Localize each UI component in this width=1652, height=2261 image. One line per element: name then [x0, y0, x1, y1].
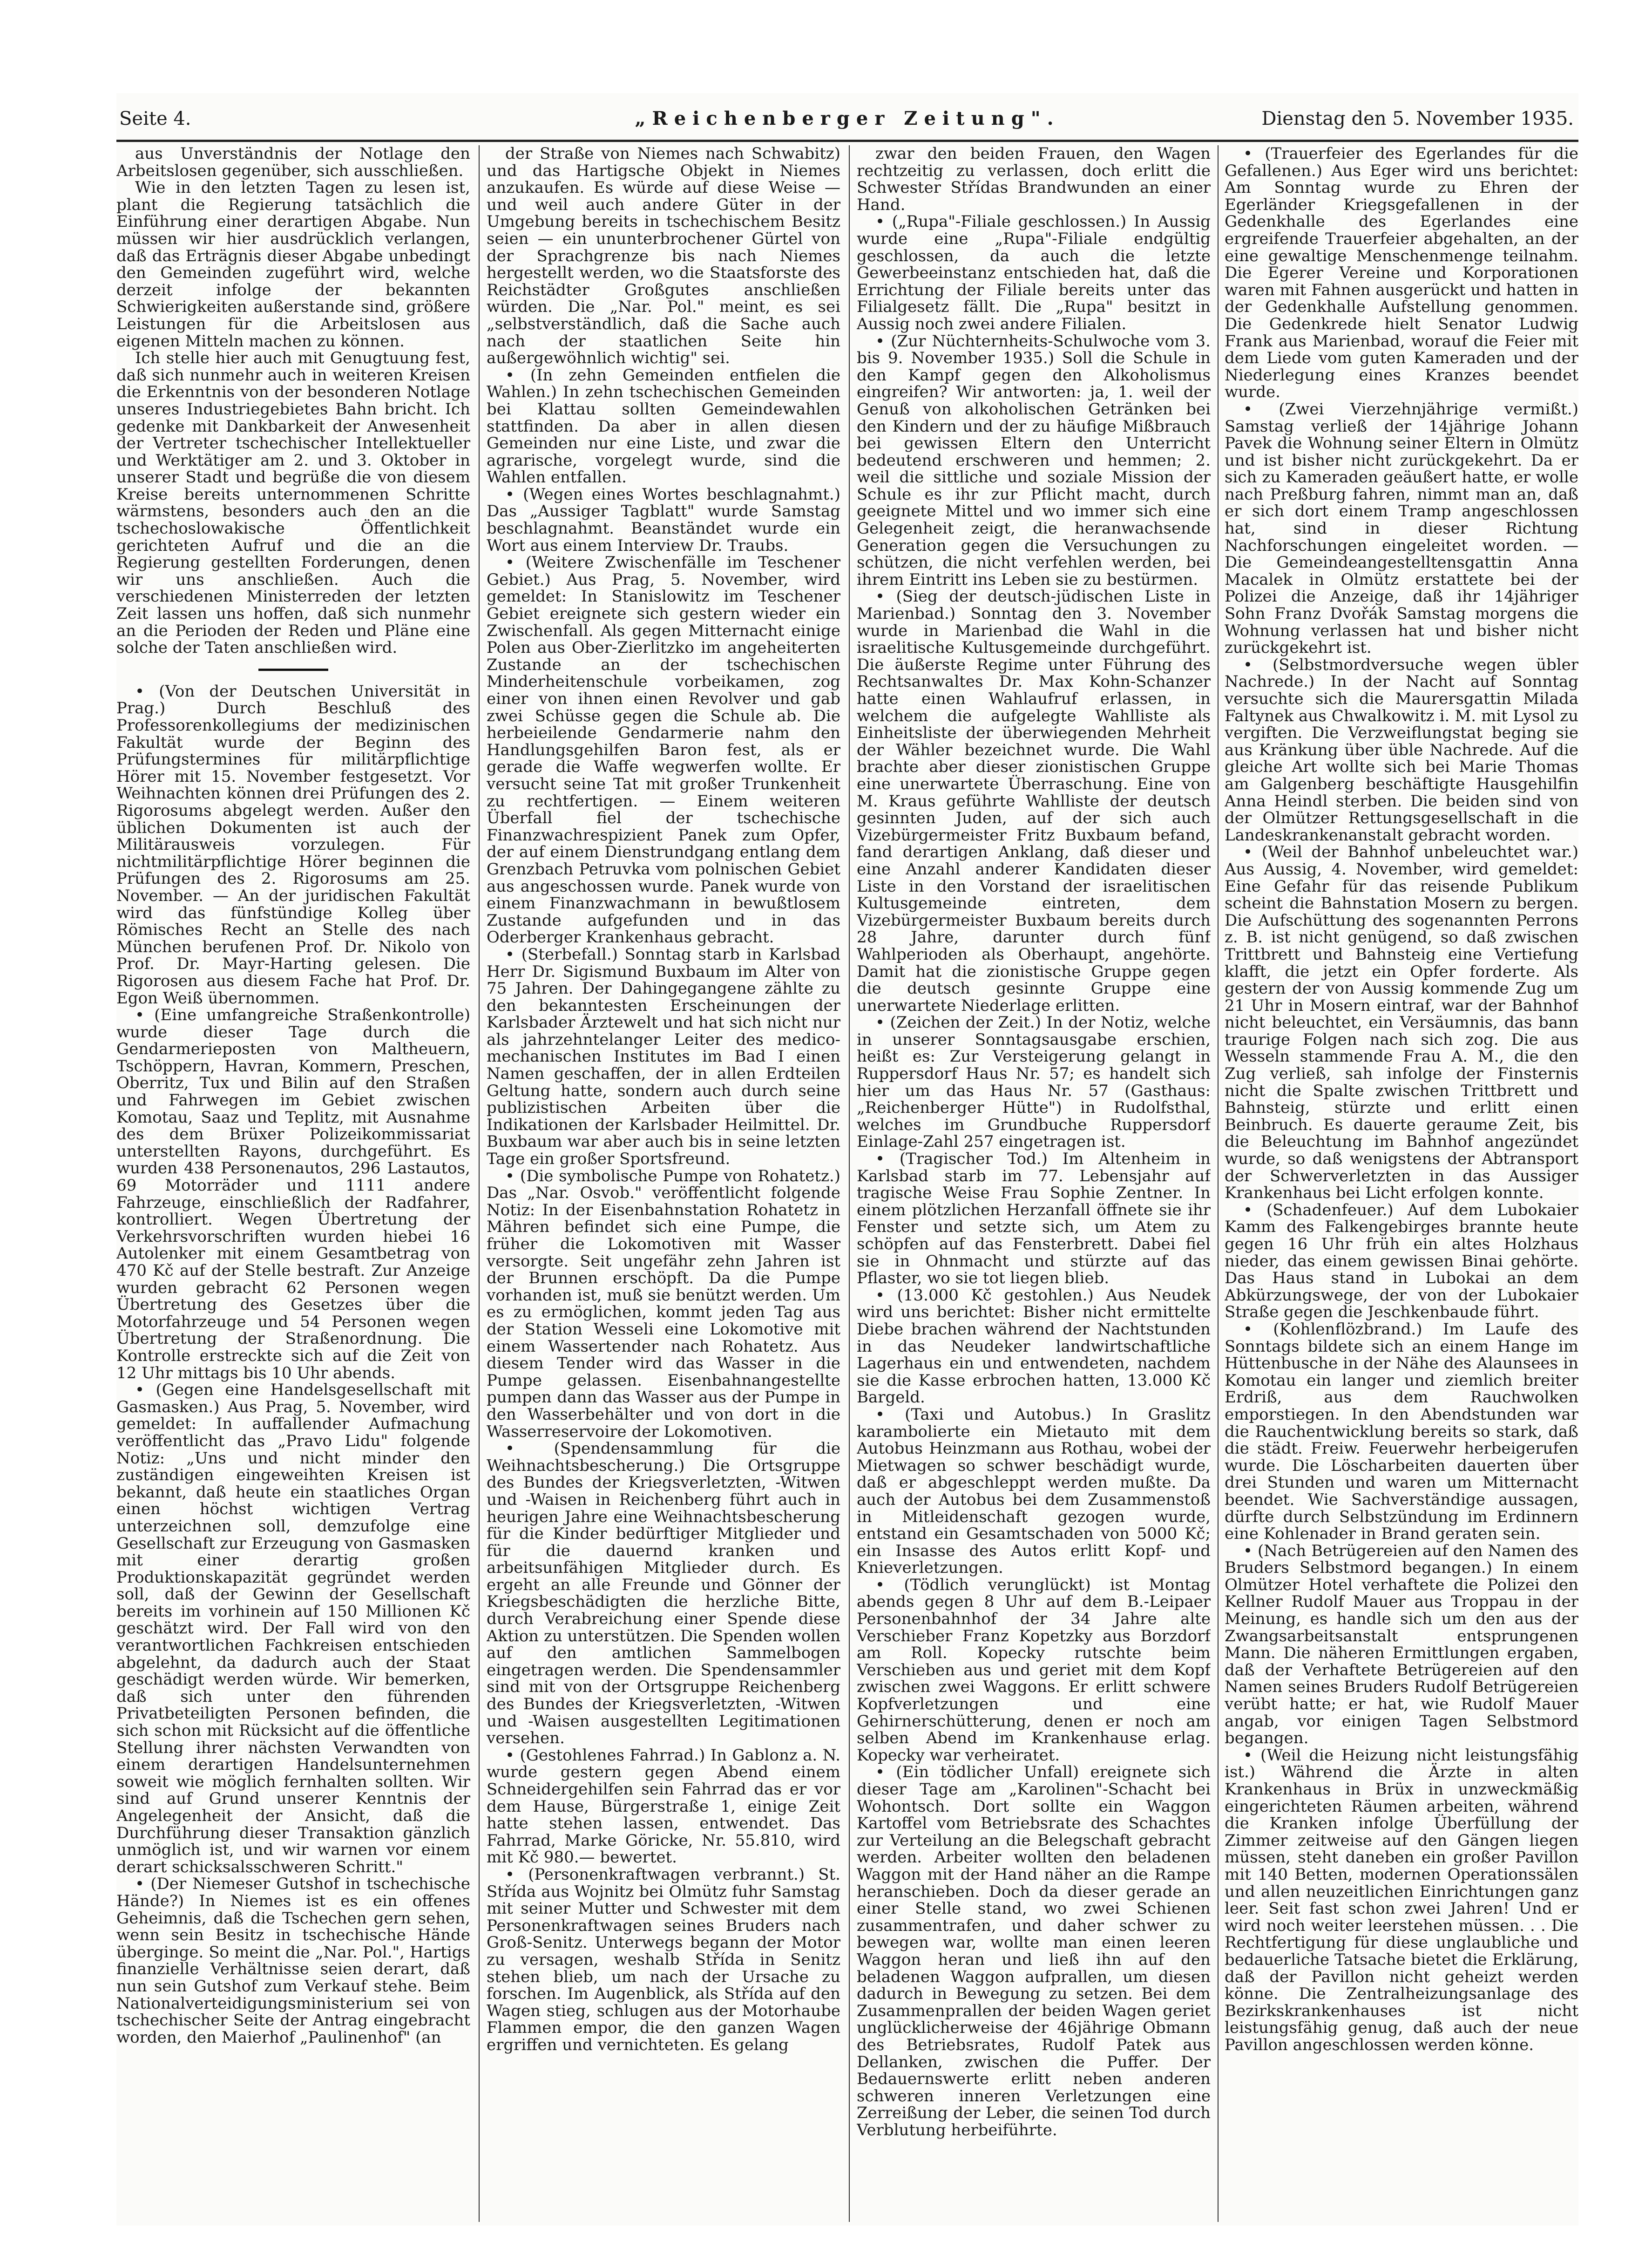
news-item: • („Rupa"-Filiale geschlossen.) In Aussig wurde eine „Rupa"-Filiale endgültig geschlossen, da auch die letzte Gewerbeeinstanz entschieden hat, daß die Errichtung der Filiale bereits unter das Filialgesetz fällt. Die „Rupa" besitzt in Aussig noch zwei andere Filialen. [857, 212, 1211, 333]
page-header [116, 102, 1578, 135]
column-divider [849, 145, 850, 2222]
column-4 [1225, 145, 1578, 2222]
page-number: Seite 4. [119, 108, 191, 129]
column-divider [479, 145, 480, 2222]
article-paragraph: Ich stelle hier auch mit Genugtuung fest, daß sich nunmehr auch in weiteren Kreisen die Erkenntnis von der besonderen Notlage unseres Industriegebietes Bahn bricht. Ich gedenke mit Dankbarkeit der Anwesenheit der Vertreter tschechischer Intellektueller und Werktätiger am 2. und 3. Oktober in unserer Stadt und begrüße die von diesem Kreise bereits unternommenen Schritte wärmstens, besonders auch den an die tschechoslowakische Öffentlichkeit gerichteten Aufruf und die an die Regierung gestellten Forderungen, denen wir uns anschließen. Auch die verschiedenen Ministerreden der letzten Zeit lassen uns hoffen, daß sich nunmehr an die Perioden der Reden und Pläne eine solche der Taten anschließen wird. [116, 349, 470, 657]
news-item: • (Gegen eine Handelsgesellschaft mit Gasmasken.) Aus Prag, 5. November, wird gemeldet: In auffallender Aufmachung veröffentlicht das „Pravo Lidu" folgende Notiz: „Uns und nicht minder den zuständigen eingeweihten Kreisen ist bekannt, daß heute ein staatliches Organ einen höchst wichtigen Vertrag unterzeichnen soll, demzufolge eine Gesellschaft zur Erzeugung von Gasmasken mit einer derartig großen Produktionskapazität gegründet werden soll, daß der Gewinn der Gesellschaft bereits im vorhinein auf 150 Millionen Kč geschätzt wird. Der Fall wird von den verantwortlichen Fachkreisen entschieden abgelehnt, da dadurch auch der Staat geschädigt werden würde. Wir bemerken, daß sich unter den führenden Privatbeteiligten Personen befinden, die sich schon mit Rücksicht auf die öffentliche Stellung ihrer nächsten Verwandten von einem derartigen Handelsunternehmen soweit wie möglich fernhalten sollten. Wir sind auf Grund unserer Kenntnis der Angelegenheit der Ansicht, daß die Durchführung dieser Transaktion gänzlich unmöglich ist, und wir warnen vor einem derart schicksalsschweren Schritt." [116, 1381, 470, 1876]
news-item: • (13.000 Kč gestohlen.) Aus Neudek wird uns berichtet: Bisher nicht ermittelte Diebe brachen während der Nachtstunden in das Neudeker landwirtschaftliche Lagerhaus ein und entwendeten, nachdem sie die Kasse erbrochen hatten, 13.000 Kč Bargeld. [857, 1286, 1211, 1407]
newspaper-title: „Reichenberger Zeitung". [635, 108, 1060, 129]
news-item: • (Trauerfeier des Egerlandes für die Gefallenen.) Aus Eger wird uns berichtet: Am Sonntag wurde zu Ehren der Egerländer Kriegsgefallenen in der Gedenkhalle des Egerlandes eine ergreifende Trauerfeier abgehalten, an der eine gewaltige Menschenmenge teilnahm. Die Egerer Vereine und Korporationen waren mit Fahnen ausgerückt und hatten in der Gedenkhalle Aufstellung genommen. Die Gedenkrede hielt Senator Ludwig Frank aus Marienbad, worauf die Feier mit dem Liede vom guten Kameraden und der Niederlegung eines Kranzes beendet wurde. [1225, 145, 1578, 402]
article-separator [258, 669, 328, 671]
newspaper-page [116, 93, 1578, 2226]
column-divider [1218, 145, 1219, 2222]
news-item: • (Tragischer Tod.) Im Altenheim in Karlsbad starb im 77. Lebensjahr auf tragische Weise Frau Sophie Zentner. In einem plötzlichen Herzanfall öffnete sie ihr Fenster und setzte sich, um Atem zu schöpfen auf das Fensterbrett. Dabei fiel sie in Ohnmacht und stürzte auf das Pflaster, wo sie tot liegen blieb. [857, 1150, 1211, 1288]
news-item: • (Schadenfeuer.) Auf dem Lubokaier Kamm des Falkengebirges brannte heute gegen 16 Uhr früh ein altes Holzhaus nieder, das einem gewissen Binai gehörte. Das Haus stand in Lubokai an dem Abkürzungswege, der von der Lubokaier Straße gegen die Jeschkenbaude führt. [1225, 1200, 1578, 1322]
news-item: • (Zwei Vierzehnjährige vermißt.) Samstag verließ der 14jährige Johann Pavek die Wohnung seiner Eltern in Olmütz und ist bisher nicht zurückgekehrt. Da er sich zu Kameraden geäußert hatte, er wolle nach Preßburg fahren, nimmt man an, daß er sich dort einem Tramp angeschlossen hat, sind in dieser Richtung Nachforschungen eingeleitet worden. — Die Gemeindeangestelltensgattin Anna Macalek in Olmütz erstattete bei der Polizei die Anzeige, daß ihr 14jähriger Sohn Franz Dvořák Samstag morgens die Wohnung verlassen hat und bisher nicht zurückgekehrt ist. [1225, 399, 1578, 657]
news-item: • (Weil der Bahnhof unbeleuchtet war.) Aus Aussig, 4. November, wird gemeldet: Eine Gefahr für das reisende Publikum scheint die Bahnstation Mosern zu bergen. Die Aufschüttung des sogenannten Perrons z. B. ist nicht genügend, so daß zwischen Trittbrett und Bahnsteig eine Vertiefung klafft, die jetzt ein Opfer forderte. Als gestern der von Aussig kommende Zug um 21 Uhr in Mosern eintraf, war der Bahnhof nicht beleuchtet, ein Versäumnis, das bann traurige Folgen nach sich zog. Die aus Wesseln stammende Frau A. M., die den Zug verließ, sah infolge der Finsternis nicht die Spalte zwischen Trittbrett und Bahnsteig, stürzte und erlitt einen Beinbruch. Es dauerte geraume Zeit, bis die Beleuchtung im Bahnhof angezündet wurde, so daß wenigstens der Abtransport der Schwerverletzten in das Aussiger Krankenhaus bei Licht erfolgen konnte. [1225, 843, 1578, 1203]
news-item: • (Ein tödlicher Unfall) ereignete sich dieser Tage am „Karolinen"-Schacht bei Wohontsch. Dort sollte ein Waggon Kartoffel vom Betriebsrate des Schachtes zur Verteilung an die Belegschaft gebracht werden. Arbeiter wollten den beladenen Waggon mit der Hand näher an die Rampe heranschieben. Doch da dieser gerade an einer Stelle stand, wo zwei Schienen zusammentrafen, und daher schwer zu bewegen war, wollte man einen leeren Waggon heran und ließ ihn auf den beladenen Waggon aufprallen, um diesen dadurch in Bewegung zu setzen. Bei dem Zusammenprallen der beiden Wagen geriet unglücklicherweise der 46jährige Obmann des Betriebsrates, Rudolf Patek aus Dellanken, zwischen die Puffer. Der Bedauernswerte erlitt neben anderen schweren inneren Verletzungen eine Zerreißung der Leber, die seinen Tod durch Verblutung herbeiführte. [857, 1763, 1211, 2139]
news-item: • (Tödlich verunglückt) ist Montag abends gegen 8 Uhr auf dem B.-Leipaer Personenbahnhof der 34 Jahre alte Verschieber Franz Kopetzky aus Borzdorf am Roll. Kopecky rutschte beim Verschieben aus und geriet mit dem Kopf zwischen zwei Waggons. Er erlitt schwere Kopfverletzungen und eine Gehirnerschütterung, denen er noch am selben Abend im Krankenhause erlag. Kopecky war verheiratet. [857, 1575, 1211, 1765]
column-3 [857, 145, 1211, 2222]
news-item: • (Der Niemeser Gutshof in tschechische Hände?) In Niemes ist es ein offenes Geheimnis, daß die Tschechen gern sehen, wenn sein Besitz in tschechische Hände überginge. So meint die „Nar. Pol.", Hartigs finanzielle Verhältnisse seien derart, daß nun sein Gutshof zum Verkauf stehe. Beim Nationalverteidigungsministerium sei von tschechischer Seite der Antrag eingebracht worden, den Maierhof „Paulinenhof" (an [116, 1875, 470, 2047]
news-item: • (Wegen eines Wortes beschlagnahmt.) Das „Aussiger Tagblatt" wurde Samstag beschlagnahmt. Beanständet wurde ein Wort aus einem Interview Dr. Traubs. [487, 485, 840, 555]
news-item: • (Weil die Heizung nicht leistungsfähig ist.) Während die Ärzte in alten Krankenhaus in Brüx in unzweckmäßig eingerichteten Räumen arbeiten, während die Kranken infolge Überfüllung der Zimmer zeitweise auf den Gängen liegen müssen, steht daneben ein großer Pavillon mit 140 Betten, modernen Operationssälen und allen neuzeitlichen Einrichtungen ganz leer. Seit fast schon zwei Jahren! Und er wird noch weiter leerstehen müssen. . . Die Rechtfertigung für diese unglaubliche und bedauerliche Tatsache bietet die Erklärung, daß der Pavillon nicht geheizt werden könne. Die Zentralheizungsanlage des Bezirkskrankenhauses ist nicht leistungsfähig genug, daß auch der neue Pavillon angeschlossen werden könne. [1225, 1746, 1578, 2054]
news-item: • (Die symbolische Pumpe von Rohatetz.) Das „Nar. Osvob." veröffentlicht folgende Notiz: In der Eisenbahnstation Rohatetz in Mähren befindet sich eine Pumpe, die früher die Lokomotiven mit Wasser versorgte. Seit ungefähr zehn Jahren ist der Brunnen erschöpft. Da die Pumpe vorhanden ist, muß sie benützt werden. Um es zu ermöglichen, kommt jeden Tag aus der Station Wesseli eine Lokomotive mit einem Wassertender nach Rohatetz. Aus diesem Tender wird das Wasser in die Pumpe gelassen. Eisenbahnangestellte pumpen dann das Wasser aus der Pumpe in den Wasserbehälter und von dort in die Wasserreservoire der Lokomotiven. [487, 1166, 840, 1441]
news-item: • (Sieg der deutsch-jüdischen Liste in Marienbad.) Sonntag den 3. November wurde in Marienbad die Wahl in die israelitische Kultusgemeinde durchgeführt. Die äußerste Regime unter Führung des Rechtsanwaltes Dr. Max Kohn-Schanzer hatte einen Wahlaufruf erlassen, in welchem die aufgelegte Wahlliste als Einheitsliste der überwiegenden Mehrheit der Wähler bezeichnet wurde. Die Wahl brachte aber dieser zionistischen Gruppe eine unerwartete Überraschung. Eine von M. Kraus geführte Wahlliste der deutsch gesinnten Juden, auf der sich auch Vizebürgermeister Fritz Buxbaum befand, fand derartigen Anklang, daß dieser und eine Anzahl anderer Kandidaten dieser Liste in den Vorstand der israelitischen Kultusgemeinde eintreten, dem Vizebürgermeister Buxbaum bereits durch 28 Jahre, darunter durch fünf Wahlperioden als Oberhaupt, angehörte. Damit hat die zionistische Gruppe gegen die deutsch gesinnte Gruppe eine unerwartete Niederlage erlitten. [857, 587, 1211, 1015]
column-2 [487, 145, 840, 2222]
news-item: • (Sterbefall.) Sonntag starb in Karlsbad Herr Dr. Sigismund Buxbaum im Alter von 75 Jahren. Der Dahingegangene zählte zu den bekanntesten Erscheinungen der Karlsbader Ärztewelt und hat sich nicht nur als jahrzehntelanger Leiter des medico-mechanischen Institutes im Bad I einen Namen geschaffen, der in allen Erdteilen Geltung hatte, sondern auch durch seine publizistischen Arbeiten über die Indikationen der Karlsbader Heilmittel. Dr. Buxbaum war aber auch bis in seine letzten Tage ein großer Sportsfreund. [487, 945, 840, 1169]
article-paragraph: Wie in den letzten Tagen zu lesen ist, plant die Regierung tatsächlich die Einführung einer derartigen Abgabe. Nun müssen wir hier ausdrücklich verlangen, daß das Erträgnis dieser Abgabe unbedingt den Gemeinden zugeführt wird, welche derzeit infolge der bekannten Schwierigkeiten außerstande sind, größere Leistungen für die Arbeitslosen aus eigenen Mitteln machen zu können. [116, 178, 470, 351]
header-rule [116, 140, 1578, 142]
column-1 [116, 145, 470, 2222]
news-item: • (Personenkraftwagen verbrannt.) St. Střída aus Wojnitz bei Olmütz fuhr Samstag mit seiner Mutter und Schwester mit dem Personenkraftwagen seines Bruders nach Groß-Senitz. Unterwegs begann der Motor zu versagen, weshalb Střída in Senitz stehen blieb, um nach der Ursache zu forschen. Im Augenblick, als Střída auf den Wagen stieg, schlugen aus der Motorhaube Flammen empor, die den ganzen Wagen ergriffen und vernichteten. Es gelang [487, 1865, 840, 2054]
news-item: der Straße von Niemes nach Schwabitz) und das Hartigsche Objekt in Niemes anzukaufen. Es würde auf diese Weise — und weil auch andere Güter in der Umgebung bereits in tschechischem Besitz seien — ein ununterbrochener Gürtel von der Sprachgrenze bis nach Niemes hergestellt werden, wo die Staatsforste des Reichstädter Großgutes anschließen würden. Die „Nar. Pol." meint, es sei „selbstverständlich, daß die Sache auch nach der staatlichen Seite hin außergewöhnlich wichtig" sei. [487, 145, 840, 368]
news-item: • (In zehn Gemeinden entfielen die Wahlen.) In zehn tschechischen Gemeinden bei Klattau sollten Gemeindewahlen stattfinden. Da aber in allen diesen Gemeinden nur eine Liste, und zwar die agrarische, vorgelegt wurde, sind die Wahlen entfallen. [487, 366, 840, 487]
news-item: • (Gestohlenes Fahrrad.) In Gablonz a. N. wurde gestern gegen Abend einem Schneidergehilfen sein Fahrrad das er vor dem Hause, Bürgerstraße 1, einige Zeit hatte stehen lassen, entwendet. Das Fahrrad, Marke Göricke, Nr. 55.810, wird mit Kč 980.— bewertet. [487, 1746, 840, 1867]
news-item: • (Kohlenflözbrand.) Im Laufe des Sonntags bildete sich an einem Hange im Hüttenbusche in der Nähe des Alaunsees in Komotau ein langer und ziemlich breiter Erdriß, aus dem Rauchwolken emporstiegen. In den Abendstunden war die Rauchentwicklung bereits so stark, daß die städt. Freiw. Feuerwehr herbeigerufen wurde. Die Löscharbeiten dauerten über drei Stunden und waren um Mitternacht beendet. Wie Sachverständige aussagen, dürfte durch Selbstzündung im Erdinnern eine Kohlenader in Brand geraten sein. [1225, 1320, 1578, 1543]
news-item: • (Von der Deutschen Universität in Prag.) Durch Beschluß des Professorenkollegiums der medizinischen Fakultät wurde der Beginn des Prüfungstermines für militärpflichtige Hörer mit 15. November festgesetzt. Vor Weihnachten können drei Prüfungen des 2. Rigorosums abgelegt werden. Außer den üblichen Dokumenten ist auch der Militärausweis vorzulegen. Für nichtmilitärpflichtige Hörer beginnen die Prüfungen des 2. Rigorosums am 25. November. — An der juridischen Fakultät wird das fünfstündige Kolleg über Römisches Recht an Stelle des nach München berufenen Prof. Dr. Nikolo von Prof. Dr. Mayr-Harting gelesen. Die Rigorosen aus diesem Fache hat Prof. Dr. Egon Weiß übernommen. [116, 682, 470, 1008]
news-item: • (Nach Betrügereien auf den Namen des Bruders Selbstmord begangen.) In einem Olmützer Hotel verhaftete die Polizei den Kellner Rudolf Mauer aus Troppau in der Meinung, es handle sich um den aus der Zwangsarbeitsanstalt entsprungenen Mann. Die näheren Ermittlungen ergaben, daß der Verhaftete Betrügereien auf den Namen seines Bruders Rudolf Betrügereien verübt hatte; er hat, wie Rudolf Mauer angab, vor einigen Tagen Selbstmord begangen. [1225, 1541, 1578, 1748]
news-item: • (Zeichen der Zeit.) In der Notiz, welche in unserer Sonntagsausgabe erschien, heißt es: Zur Versteigerung gelangt in Ruppersdorf Haus Nr. 57; es handelt sich hier um das Haus Nr. 57 (Gasthaus: „Reichenberger Hütte") in Rudolfsthal, welches im Grundbuche Ruppersdorf Einlage-Zahl 257 eingetragen ist. [857, 1013, 1211, 1151]
article-paragraph: aus Unverständnis der Notlage den Arbeitslosen gegenüber, sich ausschließen. [116, 145, 470, 180]
news-item: • (Selbstmordversuche wegen übler Nachrede.) In der Nacht auf Sonntag versuchte sich die Maurersgattin Milada Faltynek aus Chwalkowitz i. M. mit Lysol zu vergiften. Die Verzweiflungstat beging sie aus Kränkung über üble Nachrede. Auf die gleiche Art wollte sich bei Marie Thomas am Galgenberg beschäftigte Hausgehilfin Anna Heindl sterben. Die beiden sind von der Olmützer Rettungsgesellschaft in die Landeskrankenanstalt gebracht worden. [1225, 655, 1578, 845]
news-item: • (Weitere Zwischenfälle im Teschener Gebiet.) Aus Prag, 5. November, wird gemeldet: In Stanislowitz im Teschener Gebiet ereignete sich gestern wieder ein Zwischenfall. Als gegen Mitternacht einige Polen aus Ober-Zierlitzko im angeheiterten Zustande an der tschechischen Minderheitenschule vorbeikamen, zog einer von ihnen einen Revolver und gab zwei Schüsse gegen die Schule ab. Die herbeieilende Gendarmerie nahm den Handlungsgehilfen Baron fest, als er gerade die Waffe wegwerfen wollte. Er versucht seine Tat mit großer Trunkenheit zu rechtfertigen. — Einem weiteren Überfall fiel der tschechische Finanzwachrespizient Panek zum Opfer, der auf einem Dienstrundgang entlang dem Grenzbach Petruvka vom polnischen Gebiet aus angeschossen wurde. Panek wurde von einem Finanzwachmann in bewußtlosem Zustande aufgefunden und in das Oderberger Krankenhaus gebracht. [487, 553, 840, 947]
issue-date: Dienstag den 5. November 1935. [1261, 108, 1574, 129]
news-item: • (Spendensammlung für die Weihnachtsbescherung.) Die Ortsgruppe des Bundes der Kriegsverletzten, -Witwen und -Waisen in Reichenberg führt auch in heurigen Jahre eine Weihnachtsbescherung für die Kinder bedürftiger Mitglieder und für die dauernd kranken und arbeitsunfähigen Mitglieder durch. Es ergeht an alle Freunde und Gönner der Kriegsbeschädigten die herzliche Bitte, durch Verabreichung einer Spende diese Aktion zu unterstützen. Die Spenden wollen auf den amtlichen Sammelbogen eingetragen werden. Die Spendensammler sind mit von der Ortsgruppe Reichenberg des Bundes der Kriegsverletzten, -Witwen und -Waisen ausgestellten Legitimationen versehen. [487, 1439, 840, 1748]
news-item: zwar den beiden Frauen, den Wagen rechtzeitig zu verlassen, doch erlitt die Schwester Střídas Brandwunden an einer Hand. [857, 145, 1211, 214]
news-item: • (Zur Nüchternheits-Schulwoche vom 3. bis 9. November 1935.) Soll die Schule in den Kampf gegen den Alkoholismus eingreifen? Wir antworten: ja, 1. weil der Genuß von alkoholischen Getränken bei den Kindern und der zu häufige Mißbrauch bei gewissen Eltern den Unterricht bedeutend erschweren und hemmen; 2. weil die sittliche und soziale Mission der Schule es ihr zur Pflicht macht, durch geeignete Mittel und wo immer sich eine Gelegenheit zeigt, die heranwachsende Generation gegen die Versuchungen zu schützen, die nicht verfehlen werden, bei ihrem Eintritt ins Leben sie zu bestürmen. [857, 332, 1211, 589]
news-item: • (Taxi und Autobus.) In Graslitz karambolierte ein Mietauto mit dem Autobus Heinzmann aus Rothau, wobei der Mietwagen so schwer beschädigt wurde, daß er abgeschleppt werden mußte. Da auch der Autobus bei dem Zusammenstoß in Mitleidenschaft gezogen wurde, entstand ein Gesamtschaden von 5000 Kč; ein Insasse des Autos erlitt Kopf- und Knieverletzungen. [857, 1405, 1211, 1577]
news-item: • (Eine umfangreiche Straßenkontrolle) wurde dieser Tage durch die Gendarmerieposten von Maltheuern, Tschöppern, Havran, Kommern, Preschen, Oberritz, Tux und Bilin auf den Straßen und Fahrwegen im Gebiet zwischen Komotau, Saaz und Teplitz, mit Ausnahme des dem Brüxer Polizeikommissariat unterstellten Rayons, durchgeführt. Es wurden 438 Personenautos, 296 Lastautos, 69 Motorräder und 1111 andere Fahrzeuge, einschließlich der Radfahrer, kontrolliert. Wegen Übertretung der Verkehrsvorschriften wurden hiebei 16 Autolenker mit einem Gesamtbetrag von 470 Kč auf der Stelle bestraft. Zur Anzeige wurden gebracht 62 Personen wegen Übertretung des Gesetzes über die Motorfahrzeuge und 54 Personen wegen Übertretung der Straßenordnung. Die Kontrolle erstreckte sich auf die Zeit von 12 Uhr mittags bis 10 Uhr abends. [116, 1006, 470, 1382]
